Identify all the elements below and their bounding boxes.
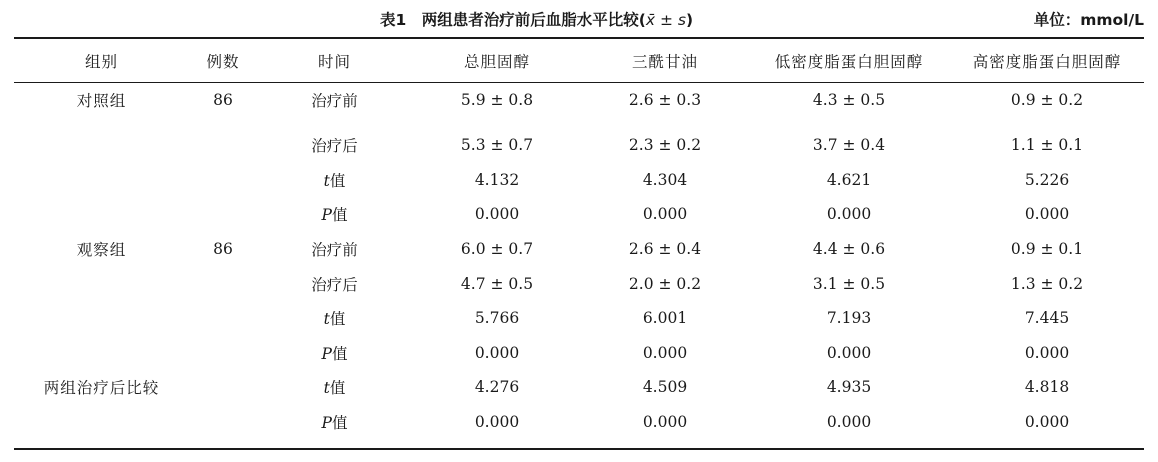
lipid-table — [14, 39, 1144, 439]
table-row — [14, 163, 1144, 198]
cell-count — [189, 336, 257, 371]
time-stat-symbol: t — [323, 310, 330, 329]
cell-group — [14, 301, 189, 336]
time-label: 治疗前 — [311, 241, 358, 260]
cell-group — [14, 128, 189, 163]
cell-time — [257, 197, 412, 232]
table-row — [14, 405, 1144, 440]
cell-tg: 0.000 — [642, 205, 688, 224]
cell-tg: 0.000 — [642, 343, 688, 362]
cell-tc: 0.000 — [474, 205, 520, 224]
cell-hdl: 4.818 — [1024, 378, 1070, 397]
cell-tc: 6.0 ± 0.7 — [460, 240, 534, 259]
header-group: 组别 — [84, 52, 118, 71]
time-stat-symbol: P — [321, 414, 332, 433]
cell-time — [257, 232, 412, 267]
cell-count — [189, 405, 257, 440]
cell-ldl: 0.000 — [826, 413, 872, 432]
cell-time — [257, 370, 412, 405]
cell-time — [257, 301, 412, 336]
cell-group — [14, 405, 189, 440]
time-label: 值 — [331, 414, 348, 433]
time-label: 值 — [329, 310, 346, 329]
cell-time — [257, 163, 412, 198]
table-row — [14, 301, 1144, 336]
cell-hdl: 0.000 — [1024, 205, 1070, 224]
cell-ldl: 0.000 — [826, 205, 872, 224]
cell-count — [189, 163, 257, 198]
cell-count — [189, 266, 257, 301]
time-label: 值 — [329, 171, 346, 190]
title-suffix: ) — [685, 11, 694, 29]
cell-tc: 0.000 — [474, 413, 520, 432]
bottom-rule — [14, 448, 1144, 450]
cell-time — [257, 82, 412, 128]
cell-group: 对照组 — [76, 92, 127, 110]
table-row — [14, 197, 1144, 232]
table-row — [14, 232, 1144, 267]
time-label: 治疗后 — [311, 275, 358, 294]
cell-tg: 0.000 — [642, 413, 688, 432]
cell-hdl: 5.226 — [1024, 170, 1070, 189]
table-caption — [0, 8, 1158, 30]
cell-group — [14, 336, 189, 371]
cell-hdl: 0.9 ± 0.2 — [1010, 91, 1084, 109]
cell-tc: 0.000 — [474, 343, 520, 362]
time-label: 值 — [329, 379, 346, 398]
cell-count — [189, 301, 257, 336]
cell-ldl: 0.000 — [826, 343, 872, 362]
table-row — [14, 336, 1144, 371]
cell-group — [14, 197, 189, 232]
cell-hdl: 0.9 ± 0.1 — [1010, 240, 1084, 259]
cell-count: 86 — [213, 91, 233, 109]
cell-time — [257, 405, 412, 440]
cell-hdl: 1.3 ± 0.2 — [1010, 274, 1084, 293]
cell-hdl: 0.000 — [1024, 413, 1070, 432]
cell-hdl: 1.1 ± 0.1 — [1010, 136, 1084, 155]
header-tg: 三酰甘油 — [631, 52, 698, 71]
time-stat-symbol: P — [321, 344, 332, 363]
cell-tg: 2.6 ± 0.3 — [628, 91, 702, 109]
cell-ldl: 4.621 — [826, 170, 872, 189]
cell-count: 86 — [213, 240, 233, 259]
cell-count — [189, 370, 257, 405]
header-ldl: 低密度脂蛋白胆固醇 — [774, 52, 924, 71]
cell-time — [257, 128, 412, 163]
cell-ldl: 7.193 — [826, 309, 872, 328]
table-row — [14, 266, 1144, 301]
header-tc: 总胆固醇 — [463, 52, 530, 71]
header-count: 例数 — [206, 52, 240, 71]
header-row — [14, 39, 1144, 82]
cell-ldl: 3.7 ± 0.4 — [812, 136, 886, 155]
header-hdl: 高密度脂蛋白胆固醇 — [972, 52, 1122, 71]
cell-group: 两组治疗后比较 — [43, 379, 160, 398]
cell-tg: 2.3 ± 0.2 — [628, 136, 702, 155]
time-label: 治疗前 — [311, 92, 358, 110]
cell-tg: 2.0 ± 0.2 — [628, 274, 702, 293]
time-label: 值 — [331, 206, 348, 225]
table-row — [14, 370, 1144, 405]
time-stat-symbol: t — [323, 379, 330, 398]
cell-ldl: 4.3 ± 0.5 — [812, 91, 886, 109]
table-unit: 单位：mmol/L — [1033, 11, 1144, 29]
title-prefix: 表1 两组患者治疗前后血脂水平比较( — [380, 11, 646, 29]
time-label: 值 — [331, 344, 348, 363]
time-label: 治疗后 — [311, 137, 358, 156]
table-row — [14, 82, 1144, 128]
time-stat-symbol: P — [321, 206, 332, 225]
cell-tg: 4.509 — [642, 378, 688, 397]
cell-ldl: 4.4 ± 0.6 — [812, 240, 886, 259]
cell-group — [14, 163, 189, 198]
title-statistic: x̄ ± s — [645, 11, 686, 29]
time-stat-symbol: t — [323, 171, 330, 190]
cell-time — [257, 266, 412, 301]
cell-hdl: 0.000 — [1024, 343, 1070, 362]
cell-count — [189, 128, 257, 163]
table-title — [380, 8, 693, 30]
cell-hdl: 7.445 — [1024, 309, 1070, 328]
cell-ldl: 3.1 ± 0.5 — [812, 274, 886, 293]
cell-group: 观察组 — [76, 241, 127, 260]
cell-tc: 5.9 ± 0.8 — [460, 91, 534, 109]
cell-tg: 6.001 — [642, 309, 688, 328]
cell-count — [189, 197, 257, 232]
cell-tg: 2.6 ± 0.4 — [628, 240, 702, 259]
cell-group — [14, 266, 189, 301]
cell-ldl: 4.935 — [826, 378, 872, 397]
cell-tc: 5.3 ± 0.7 — [460, 136, 534, 155]
table-row — [14, 128, 1144, 163]
cell-tc: 5.766 — [474, 309, 520, 328]
header-time: 时间 — [317, 52, 351, 71]
cell-tc: 4.7 ± 0.5 — [460, 274, 534, 293]
cell-tc: 4.132 — [474, 170, 520, 189]
cell-tc: 4.276 — [474, 378, 520, 397]
cell-time — [257, 336, 412, 371]
cell-tg: 4.304 — [642, 170, 688, 189]
